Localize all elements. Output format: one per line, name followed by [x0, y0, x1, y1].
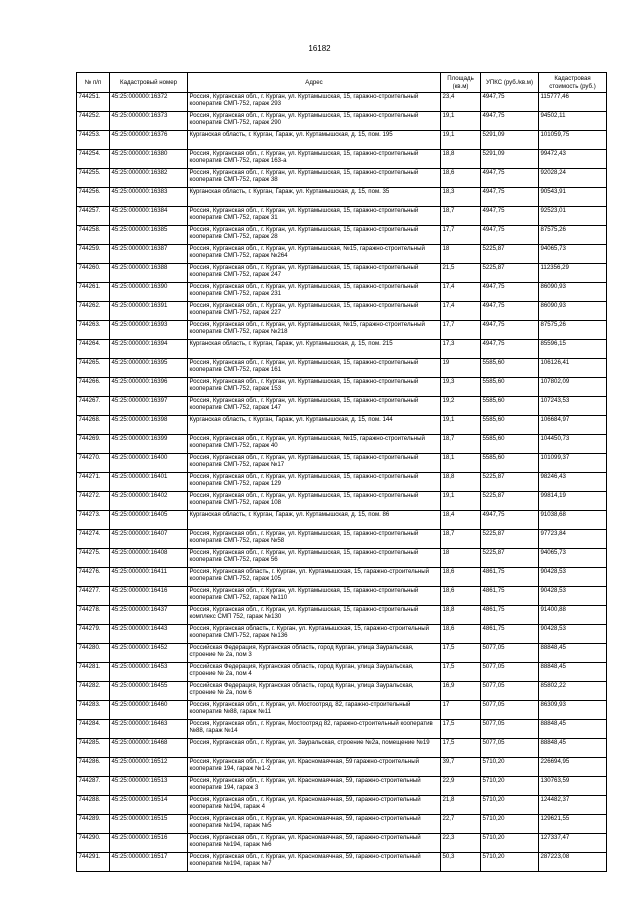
row-number: 744271.: [77, 473, 110, 492]
table-row: [77, 606, 607, 625]
table-row: [77, 473, 607, 492]
row-number: 744275.: [77, 549, 110, 568]
table-row: [77, 112, 607, 131]
cadastral-value: 86090,93: [539, 283, 607, 302]
area: 22,7: [441, 815, 481, 834]
area: 19,2: [441, 397, 481, 416]
cadastral-number: 45:25:000000:16391: [110, 302, 188, 321]
cadastral-value: 106126,41: [539, 359, 607, 378]
row-number: 744263.: [77, 321, 110, 340]
cadastral-number: 45:25:000000:16514: [110, 796, 188, 815]
area: 18,7: [441, 207, 481, 226]
area: 18,3: [441, 188, 481, 207]
cadastral-number: 45:25:000000:16398: [110, 416, 188, 435]
upks: 5225,87: [481, 530, 539, 549]
table-row: [77, 321, 607, 340]
area: 19,1: [441, 492, 481, 511]
header-cadastral-number: Кадастровый номер: [110, 73, 188, 93]
address: Россия, Курганская обл., г. Курган, ул. Мостоотряд, 82, гаражно-строительный кооператив №88, гараж №11: [188, 701, 441, 720]
cadastral-number: 45:25:000000:16393: [110, 321, 188, 340]
cadastral-value: 90428,53: [539, 568, 607, 587]
cadastral-number: 45:25:000000:16517: [110, 853, 188, 872]
cadastral-number: 45:25:000000:16513: [110, 777, 188, 796]
address: Россия, Курганская область, г. Курган, ул. Куртамышская, 15, гаражно-строительный кооператив СМП-752, гараж 105: [188, 568, 441, 587]
cadastral-value: 85596,15: [539, 340, 607, 359]
cadastral-value: 97723,84: [539, 530, 607, 549]
cadastral-number: 45:25:000000:16402: [110, 492, 188, 511]
table-row: [77, 549, 607, 568]
cadastral-value: 86090,93: [539, 302, 607, 321]
cadastral-number: 45:25:000000:16373: [110, 112, 188, 131]
row-number: 744260.: [77, 264, 110, 283]
table-row: [77, 416, 607, 435]
address: Российская Федерация, Курганская область, город Курган, улица Зауральская, строение № 2а, пом 6: [188, 682, 441, 701]
upks: 4947,75: [481, 188, 539, 207]
cadastral-value: 226694,95: [539, 758, 607, 777]
upks: 5585,60: [481, 397, 539, 416]
row-number: 744261.: [77, 283, 110, 302]
address: Россия, Курганская обл., г. Курган, ул. Куртамышская, 15, гаражно-строительный комплекс СМП 752, гараж №130: [188, 606, 441, 625]
row-number: 744258.: [77, 226, 110, 245]
cadastral-number: 45:25:000000:16394: [110, 340, 188, 359]
row-number: 744254.: [77, 150, 110, 169]
address: Россия, Курганская обл., г. Курган, ул. Куртамышская, 15, гаражно-строительный кооператив СМП-752, гараж 163-а: [188, 150, 441, 169]
address: Россия, Курганская обл., г. Курган, ул. Куртамышская, 15, гаражно-строительный кооператив СМП-752, гараж 247: [188, 264, 441, 283]
table-row: [77, 454, 607, 473]
cadastral-number: 45:25:000000:16452: [110, 644, 188, 663]
table-row: [77, 568, 607, 587]
upks: 5077,05: [481, 663, 539, 682]
row-number: 744280.: [77, 644, 110, 663]
area: 18,8: [441, 150, 481, 169]
area: 18,1: [441, 454, 481, 473]
upks: 5225,87: [481, 473, 539, 492]
cadastral-number: 45:25:000000:16385: [110, 226, 188, 245]
address: Курганская область, г. Курган, Гараж, ул. Куртамышская, д. 15, пом. 144: [188, 416, 441, 435]
row-number: 744252.: [77, 112, 110, 131]
area: 17,7: [441, 321, 481, 340]
upks: 5585,60: [481, 378, 539, 397]
address: Россия, Курганская обл., г. Курган, ул. Куртамышская, 15, гаражно-строительный кооператив СМП-752, гараж 147: [188, 397, 441, 416]
address: Россия, Курганская обл., г. Курган, ул. Куртамышская, 15, гаражно-строительный кооператив СМП-752, гараж №110: [188, 587, 441, 606]
table-row: [77, 378, 607, 397]
upks: 5710,20: [481, 777, 539, 796]
cadastral-number: 45:25:000000:16376: [110, 131, 188, 150]
address: Россия, Курганская обл., г. Курган, ул. Зауральская, строение №2а, помещение №19: [188, 739, 441, 758]
area: 18,8: [441, 606, 481, 625]
table-row: [77, 701, 607, 720]
upks: 5077,05: [481, 720, 539, 739]
cadastral-number: 45:25:000000:16384: [110, 207, 188, 226]
address: Российская Федерация, Курганская область, город Курган, улица Зауральская, строение № 2а, пом 4: [188, 663, 441, 682]
area: 18,6: [441, 625, 481, 644]
address: Россия, Курганская обл., г. Курган, ул. Куртамышская, 15, гаражно-строительный кооператив СМП-752, гараж 56: [188, 549, 441, 568]
row-number: 744286.: [77, 758, 110, 777]
upks: 5710,20: [481, 796, 539, 815]
cadastral-number: 45:25:000000:16397: [110, 397, 188, 416]
table-row: [77, 758, 607, 777]
area: 21,5: [441, 264, 481, 283]
row-number: 744269.: [77, 435, 110, 454]
area: 18: [441, 549, 481, 568]
cadastral-value: 85802,22: [539, 682, 607, 701]
cadastral-value: 86309,93: [539, 701, 607, 720]
address: Россия, Курганская обл., г. Курган, ул. Куртамышская, 15, гаражно-строительный кооператив СМП-752, гараж 129: [188, 473, 441, 492]
cadastral-value: 112356,29: [539, 264, 607, 283]
cadastral-value: 92523,01: [539, 207, 607, 226]
row-number: 744287.: [77, 777, 110, 796]
cadastral-number: 45:25:000000:16411: [110, 568, 188, 587]
table-row: [77, 150, 607, 169]
area: 18,8: [441, 473, 481, 492]
upks: 4947,75: [481, 321, 539, 340]
area: 17,5: [441, 720, 481, 739]
row-number: 744262.: [77, 302, 110, 321]
cadastral-value: 91038,68: [539, 511, 607, 530]
address: Россия, Курганская обл., г. Курган, ул. Куртамышская, 15, гаражно-строительный кооператив СМП-752, гараж 31: [188, 207, 441, 226]
address: Россия, Курганская обл., г. Курган, ул. Куртамышская, 15, гаражно-строительный кооператив СМП-752, гараж 290: [188, 112, 441, 131]
area: 17,4: [441, 302, 481, 321]
row-number: 744259.: [77, 245, 110, 264]
header-upks: УПКС (руб./кв.м): [481, 73, 539, 93]
cadastral-number: 45:25:000000:16416: [110, 587, 188, 606]
cadastral-value: 124482,37: [539, 796, 607, 815]
area: 17,5: [441, 739, 481, 758]
cadastral-value: 107802,09: [539, 378, 607, 397]
table-row: [77, 587, 607, 606]
area: 17,7: [441, 226, 481, 245]
area: 16,9: [441, 682, 481, 701]
table-row: [77, 131, 607, 150]
upks: 4947,75: [481, 340, 539, 359]
row-number: 744282.: [77, 682, 110, 701]
area: 19,1: [441, 416, 481, 435]
cadastral-value: 129621,55: [539, 815, 607, 834]
row-number: 744268.: [77, 416, 110, 435]
row-number: 744265.: [77, 359, 110, 378]
table-row: [77, 207, 607, 226]
upks: 5710,20: [481, 815, 539, 834]
row-number: 744283.: [77, 701, 110, 720]
upks: 5225,87: [481, 245, 539, 264]
cadastral-number: 45:25:000000:16401: [110, 473, 188, 492]
area: 18,6: [441, 169, 481, 188]
table-row: [77, 340, 607, 359]
upks: 4947,75: [481, 283, 539, 302]
table-row: [77, 359, 607, 378]
row-number: 744255.: [77, 169, 110, 188]
page-number: 16182: [308, 44, 331, 53]
table-row: [77, 435, 607, 454]
upks: 4861,75: [481, 606, 539, 625]
upks: 4861,75: [481, 587, 539, 606]
upks: 5225,87: [481, 492, 539, 511]
address: Россия, Курганская обл., г. Курган, ул. Куртамышская, 15, гаражно-строительный кооператив СМП-752, гараж 38: [188, 169, 441, 188]
table-row: [77, 644, 607, 663]
cadastral-number: 45:25:000000:16407: [110, 530, 188, 549]
table-row: [77, 226, 607, 245]
area: 22,9: [441, 777, 481, 796]
row-number: 744276.: [77, 568, 110, 587]
address: Курганская область, г. Курган, Гараж, ул. Куртамышская, д. 15, пом. 86: [188, 511, 441, 530]
cadastral-number: 45:25:000000:16516: [110, 834, 188, 853]
cadastral-value: 90428,53: [539, 625, 607, 644]
area: 18,7: [441, 435, 481, 454]
table-body: [77, 93, 607, 872]
table-row: [77, 530, 607, 549]
area: 19,1: [441, 131, 481, 150]
address: Россия, Курганская обл., г. Курган, ул. Куртамышская, №15, гаражно-строительный кооператив СМП-752, гараж №218: [188, 321, 441, 340]
cadastral-value: 130763,59: [539, 777, 607, 796]
cadastral-value: 90428,53: [539, 587, 607, 606]
area: 18,6: [441, 587, 481, 606]
cadastral-number: 45:25:000000:16512: [110, 758, 188, 777]
row-number: 744278.: [77, 606, 110, 625]
area: 39,7: [441, 758, 481, 777]
upks: 5291,09: [481, 131, 539, 150]
upks: 5291,09: [481, 150, 539, 169]
cadastral-value: 88848,45: [539, 644, 607, 663]
area: 17,4: [441, 283, 481, 302]
row-number: 744290.: [77, 834, 110, 853]
area: 17,5: [441, 644, 481, 663]
table-row: [77, 834, 607, 853]
table-row: [77, 283, 607, 302]
address: Курганская область, г. Курган, Гараж, ул. Куртамышская, д. 15, пом. 215: [188, 340, 441, 359]
cadastral-value: 94065,73: [539, 245, 607, 264]
cadastral-value: 88848,45: [539, 663, 607, 682]
upks: 5710,20: [481, 758, 539, 777]
address: Россия, Курганская обл., г. Курган, ул. Куртамышская, 15, гаражно-строительный кооператив СМП-752, гараж 293: [188, 93, 441, 112]
cadastral-number: 45:25:000000:16408: [110, 549, 188, 568]
upks: 5077,05: [481, 644, 539, 663]
address: Россия, Курганская обл., г. Курган, ул. Куртамышская, 15, гаражно-строительный кооператив СМП-752, гараж 227: [188, 302, 441, 321]
upks: 4947,75: [481, 207, 539, 226]
area: 23,4: [441, 93, 481, 112]
address: Россия, Курганская обл., г. Курган, ул. Куртамышская, №15, гаражно-строительный кооператив СМП-752, гараж №264: [188, 245, 441, 264]
row-number: 744274.: [77, 530, 110, 549]
cadastral-value: 104450,73: [539, 435, 607, 454]
cadastral-number: 45:25:000000:16515: [110, 815, 188, 834]
cadastral-value: 115777,46: [539, 93, 607, 112]
row-number: 744267.: [77, 397, 110, 416]
cadastral-value: 99814,19: [539, 492, 607, 511]
cadastral-table: [76, 72, 607, 872]
table-row: [77, 815, 607, 834]
cadastral-number: 45:25:000000:16399: [110, 435, 188, 454]
cadastral-value: 91400,88: [539, 606, 607, 625]
upks: 5225,87: [481, 549, 539, 568]
upks: 4947,75: [481, 112, 539, 131]
cadastral-number: 45:25:000000:16405: [110, 511, 188, 530]
cadastral-number: 45:25:000000:16372: [110, 93, 188, 112]
address: Россия, Курганская обл., г. Курган, ул. Куртамышская, №15, гаражно-строительный кооператив СМП-752, гараж 40: [188, 435, 441, 454]
row-number: 744272.: [77, 492, 110, 511]
cadastral-value: 287223,08: [539, 853, 607, 872]
upks: 5077,05: [481, 739, 539, 758]
cadastral-value: 87575,26: [539, 321, 607, 340]
header-cadastral-value: Кадастровая стоимость (руб.): [539, 73, 607, 93]
address: Россия, Курганская обл., г. Курган, ул. Красномаячная, 59, гаражно-строительный кооператив №194, гараж №5: [188, 815, 441, 834]
table-row: [77, 853, 607, 872]
row-number: 744266.: [77, 378, 110, 397]
header-number: № п/п: [77, 73, 110, 93]
area: 50,3: [441, 853, 481, 872]
area: 18,4: [441, 511, 481, 530]
table-row: [77, 511, 607, 530]
header-area: Площадь (кв.м): [441, 73, 481, 93]
row-number: 744277.: [77, 587, 110, 606]
cadastral-number: 45:25:000000:16388: [110, 264, 188, 283]
area: 18: [441, 245, 481, 264]
address: Россия, Курганская обл., г. Курган, ул. Куртамышская, 15, гаражно-строительный кооператив СМП-752, гараж 161: [188, 359, 441, 378]
area: 19: [441, 359, 481, 378]
table-row: [77, 682, 607, 701]
row-number: 744285.: [77, 739, 110, 758]
upks: 5077,05: [481, 701, 539, 720]
row-number: 744279.: [77, 625, 110, 644]
area: 22,3: [441, 834, 481, 853]
table-header-row: [77, 73, 607, 93]
cadastral-number: 45:25:000000:16395: [110, 359, 188, 378]
cadastral-value: 127337,47: [539, 834, 607, 853]
cadastral-value: 87575,26: [539, 226, 607, 245]
cadastral-number: 45:25:000000:16383: [110, 188, 188, 207]
cadastral-number: 45:25:000000:16455: [110, 682, 188, 701]
cadastral-value: 92028,24: [539, 169, 607, 188]
address: Россия, Курганская обл., г. Курган, ул. Куртамышская, 15, гаражно-строительный кооператив СМП-752, гараж 231: [188, 283, 441, 302]
row-number: 744289.: [77, 815, 110, 834]
address: Россия, Курганская обл., г. Курган, ул. Красномаячная, 59, гаражно-строительный кооператив 194, гараж 3: [188, 777, 441, 796]
cadastral-number: 45:25:000000:16380: [110, 150, 188, 169]
address: Россия, Курганская обл., г. Курган, ул. Красномаячная, 59, гаражно-строительный кооператив №194, гараж 4: [188, 796, 441, 815]
cadastral-number: 45:25:000000:16390: [110, 283, 188, 302]
upks: 5710,20: [481, 853, 539, 872]
address: Россия, Курганская обл., г. Курган, ул. Красномаячная, 59, гаражно-строительный кооператив №194, гараж №7: [188, 853, 441, 872]
table-row: [77, 796, 607, 815]
table-row: [77, 720, 607, 739]
area: 18,6: [441, 568, 481, 587]
address: Россия, Курганская обл., г. Курган, ул. Куртамышская, 15, гаражно-строительный кооператив СМП-752, гараж №17: [188, 454, 441, 473]
area: 17,3: [441, 340, 481, 359]
cadastral-value: 98246,43: [539, 473, 607, 492]
cadastral-number: 45:25:000000:16400: [110, 454, 188, 473]
table-row: [77, 397, 607, 416]
table-row: [77, 492, 607, 511]
row-number: 744257.: [77, 207, 110, 226]
area: 17,5: [441, 663, 481, 682]
table-row: [77, 245, 607, 264]
address: Россия, Курганская обл., г. Курган, ул. Куртамышская, 15, гаражно-строительный кооператив СМП-752, гараж №58: [188, 530, 441, 549]
row-number: 744284.: [77, 720, 110, 739]
area: 19,3: [441, 378, 481, 397]
upks: 5710,20: [481, 834, 539, 853]
area: 21,8: [441, 796, 481, 815]
upks: 4861,75: [481, 568, 539, 587]
address: Курганская область, г. Курган, Гараж, ул. Куртамышская, д. 15, пом. 35: [188, 188, 441, 207]
cadastral-number: 45:25:000000:16382: [110, 169, 188, 188]
area: 19,1: [441, 112, 481, 131]
address: Россия, Курганская обл., г. Курган, Мостоотряд 82, гаражно-строительный кооператив №88, гараж №14: [188, 720, 441, 739]
address: Россия, Курганская обл., г. Курган, ул. Куртамышская, 15, гаражно-строительный кооператив СМП-752, гараж 28: [188, 226, 441, 245]
table-row: [77, 188, 607, 207]
upks: 5585,60: [481, 359, 539, 378]
area: 18,7: [441, 530, 481, 549]
upks: 5585,60: [481, 435, 539, 454]
row-number: 744256.: [77, 188, 110, 207]
row-number: 744281.: [77, 663, 110, 682]
header-address: Адрес: [188, 73, 441, 93]
cadastral-value: 90543,91: [539, 188, 607, 207]
upks: 4947,75: [481, 226, 539, 245]
cadastral-number: 45:25:000000:16387: [110, 245, 188, 264]
table-row: [77, 302, 607, 321]
cadastral-value: 99472,43: [539, 150, 607, 169]
address: Россия, Курганская обл., г. Курган, ул. Красномаячная, 59, гаражно-строительный кооператив №194, гараж №6: [188, 834, 441, 853]
cadastral-value: 94065,73: [539, 549, 607, 568]
cadastral-value: 94502,11: [539, 112, 607, 131]
address: Россия, Курганская обл., г. Курган, ул. Куртамышская, 15, гаражно-строительный кооператив СМП-752, гараж 108: [188, 492, 441, 511]
upks: 4947,75: [481, 511, 539, 530]
cadastral-value: 107243,53: [539, 397, 607, 416]
cadastral-value: 101059,75: [539, 131, 607, 150]
row-number: 744288.: [77, 796, 110, 815]
row-number: 744264.: [77, 340, 110, 359]
address: Российская Федерация, Курганская область, город Курган, улица Зауральская, строение № 2а, пом 3: [188, 644, 441, 663]
table-row: [77, 169, 607, 188]
cadastral-number: 45:25:000000:16468: [110, 739, 188, 758]
cadastral-number: 45:25:000000:16460: [110, 701, 188, 720]
row-number: 744273.: [77, 511, 110, 530]
cadastral-number: 45:25:000000:16437: [110, 606, 188, 625]
upks: 5225,87: [481, 264, 539, 283]
area: 17: [441, 701, 481, 720]
upks: 4947,75: [481, 93, 539, 112]
upks: 4947,75: [481, 169, 539, 188]
table-row: [77, 625, 607, 644]
cadastral-value: 88848,45: [539, 720, 607, 739]
table-row: [77, 93, 607, 112]
cadastral-number: 45:25:000000:16396: [110, 378, 188, 397]
row-number: 744251.: [77, 93, 110, 112]
table-row: [77, 264, 607, 283]
cadastral-number: 45:25:000000:16453: [110, 663, 188, 682]
upks: 4861,75: [481, 625, 539, 644]
cadastral-value: 88848,45: [539, 739, 607, 758]
cadastral-number: 45:25:000000:16463: [110, 720, 188, 739]
cadastral-number: 45:25:000000:16443: [110, 625, 188, 644]
upks: 5585,60: [481, 416, 539, 435]
address: Россия, Курганская обл., г. Курган, ул. Красномаячная, 59 гаражно-строительный кооператив 194, гараж №1-2: [188, 758, 441, 777]
row-number: 744291.: [77, 853, 110, 872]
address: Россия, Курганская обл., г. Курган, ул. Куртамышская, 15, гаражно-строительный кооператив СМП-752, гараж 153: [188, 378, 441, 397]
cadastral-value: 106684,97: [539, 416, 607, 435]
table-row: [77, 663, 607, 682]
table-row: [77, 739, 607, 758]
address: Курганская область, г. Курган, Гараж, ул. Куртамышская, д. 15, пом. 195: [188, 131, 441, 150]
address: Россия, Курганская область, г. Курган, ул. Куртамышская, 15, гаражно-строительный кооператив СМП-752, гараж №136: [188, 625, 441, 644]
cadastral-value: 101099,37: [539, 454, 607, 473]
upks: 5585,60: [481, 454, 539, 473]
row-number: 744270.: [77, 454, 110, 473]
upks: 4947,75: [481, 302, 539, 321]
table-row: [77, 777, 607, 796]
row-number: 744253.: [77, 131, 110, 150]
upks: 5077,05: [481, 682, 539, 701]
